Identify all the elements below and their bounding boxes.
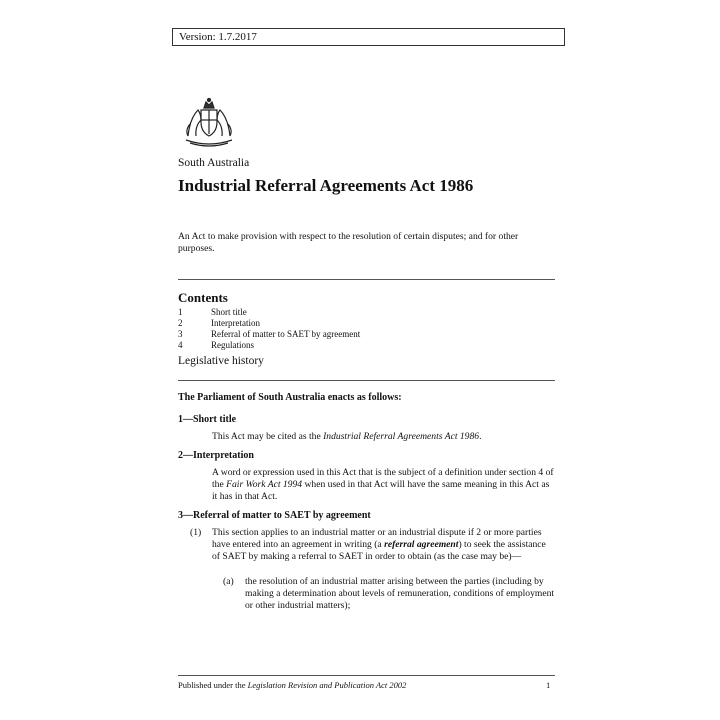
legislative-history-link[interactable]: Legislative history xyxy=(178,355,264,367)
jurisdiction: South Australia xyxy=(178,157,250,169)
toc-item-label: Interpretation xyxy=(211,318,260,328)
subsection-number: (1) xyxy=(190,527,202,538)
toc-item-number: 4 xyxy=(178,340,183,350)
subsection-1-text: This section applies to an industrial matter or an industrial dispute if 2 or more parties have entered into an agreement in writing (a referral agreement) to seek the assistance of SAET by making a referral to SAET in order to obtain (as the case may be)— xyxy=(212,527,546,562)
toc-item-label: Referral of matter to SAET by agreement xyxy=(211,329,361,339)
version-label: Version: 1.7.2017 xyxy=(179,31,257,43)
version-box xyxy=(172,28,565,46)
toc-item-number: 1 xyxy=(178,307,183,317)
toc-item-label: Short title xyxy=(211,307,247,317)
paragraph-number: (a) xyxy=(223,576,234,587)
act-title: Industrial Referral Agreements Act 1986 xyxy=(178,176,474,195)
toc-item-label: Regulations xyxy=(211,340,254,350)
contents-heading: Contents xyxy=(178,290,228,305)
divider xyxy=(178,380,555,381)
toc-item-number: 3 xyxy=(178,329,183,339)
enacting-formula: The Parliament of South Australia enacts as follows: xyxy=(178,392,402,403)
section-1-text: This Act may be cited as the Industrial Referral Agreements Act 1986. xyxy=(212,431,482,442)
coat-of-arms-icon xyxy=(180,96,238,148)
long-title: An Act to make provision with respect to the resolution of certain disputes; and for other purposes. xyxy=(178,231,519,254)
paragraph-a-text: the resolution of an industrial matter arising between the parties (including by making a determination about levels of remuneration, conditions of employment or other industrial matters); xyxy=(245,576,555,611)
toc-item-number: 2 xyxy=(178,318,183,328)
footer-publication-note: Published under the Legislation Revision and Publication Act 2002 xyxy=(178,680,407,690)
section-2-text: A word or expression used in this Act that is the subject of a definition under section 4 of the Fair Work Act 1994 when used in that Act will have the same meaning in this Act as it has in that Act. xyxy=(212,467,554,502)
section-1-heading: 1—Short title xyxy=(178,414,237,425)
divider xyxy=(178,279,555,280)
footer-divider xyxy=(178,675,555,676)
page-number: 1 xyxy=(546,680,551,690)
section-2-heading: 2—Interpretation xyxy=(178,450,254,461)
section-3-heading: 3—Referral of matter to SAET by agreement xyxy=(178,510,371,521)
